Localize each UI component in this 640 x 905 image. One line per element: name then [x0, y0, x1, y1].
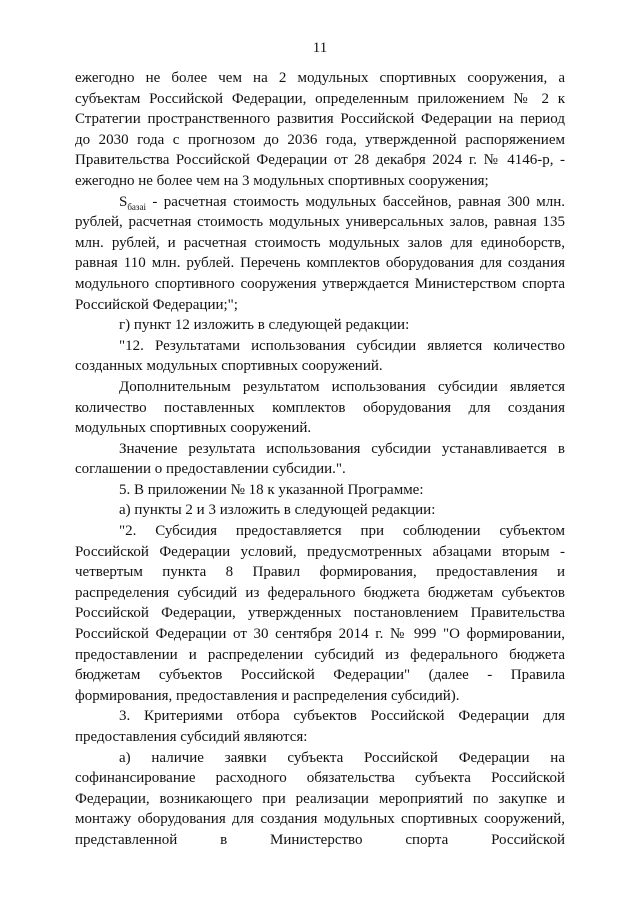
paragraph-continuation: ежегодно не более чем на 2 модульных спортивных сооружения, а субъектам Российской Федерации, определенным приложением № 2 к Стратегии пространственного развития Российской Федерации на период до 2030 года с прогнозом до 2036 года, утвержденной распоряжением Правительства Российской Федерации от 28 декабря 2024 г. № 4146-р, - ежегодно не более чем на 3 модульных спортивных сооружения; [75, 70, 565, 189]
paragraph-criterion-a: а) наличие заявки субъекта Российской Федерации на софинансирование расходного обязательства субъекта Российской Федерации, возникающего при реализации мероприятий по закупке и монтажу оборудования для создания модульных спортивных сооружений, представленной в Министерство спорта Российской [75, 749, 565, 848]
cost-definition-text: - расчетная стоимость модульных бассейнов, равная 300 млн. рублей, расчетная стоимость модульных универсальных залов, равная 135 млн. рублей, и расчетная стоимость модульных залов для единоборств, равная 110 млн. рублей. Перечень комплектов оборудования для создания модульного спортивного сооружения утверждается Министерством спорта Российской Федерации;"; [75, 193, 565, 313]
paragraph-section-5: 5. В приложении № 18 к указанной Программе: [119, 481, 424, 498]
paragraph-item-a: а) пункты 2 и 3 изложить в следующей редакции: [119, 502, 436, 519]
paragraph-result-value: Значение результата использования субсидии устанавливается в соглашении о предоставлении субсидии.". [75, 440, 565, 478]
paragraph-additional-result: Дополнительным результатом использования субсидии является количество поставленных комплектов оборудования для создания модульных спортивных сооружений. [75, 378, 565, 437]
paragraph-cost-definition [75, 192, 565, 316]
paragraph-item-g: г) пункт 12 изложить в следующей редакции: [119, 317, 410, 334]
cost-symbol: S [119, 193, 128, 210]
document-body [75, 68, 565, 851]
cost-symbol-subscript: базаi [127, 201, 146, 212]
page-number: 11 [312, 40, 328, 56]
paragraph-clause-12: "12. Результатами использования субсидии является количество созданных модульных спортивных сооружений. [75, 337, 565, 375]
paragraph-clause-3: 3. Критериями отбора субъектов Российской Федерации для предоставления субсидий являются: [75, 708, 565, 745]
paragraph-clause-2: "2. Субсидия предоставляется при соблюдении субъектом Российской Федерации условий, предусмотренных абзацами вторым - четвертым пункта 8 Правил формирования, предоставления и распределения субсидий из федерального бюджета бюджетам субъектов Российской Федерации, утвержденных постановлением Правительства Российской Федерации от 30 сентября 2014 г. № 999 "О формировании, предоставлении и распределении субсидий из федерального бюджета бюджетам субъектов Российской Федерации" (далее - Правила формирования, предоставления и распределения субсидий). [75, 523, 565, 704]
